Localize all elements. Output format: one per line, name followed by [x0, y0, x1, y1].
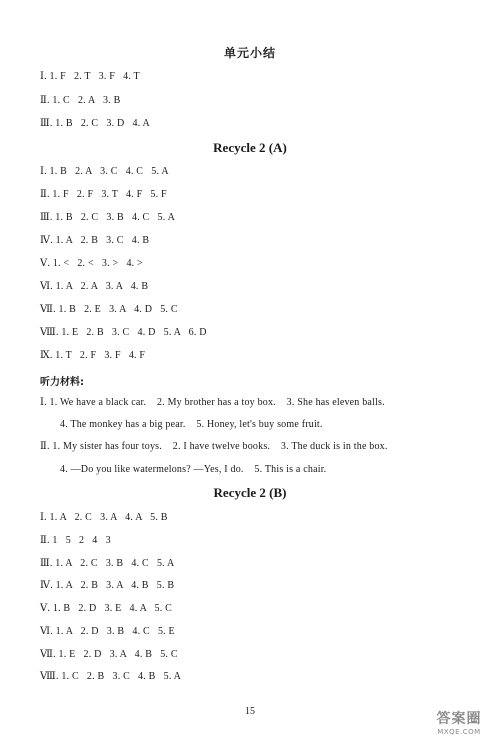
recycle-2a-line-3: Ⅲ. 1. B 2. C 3. B 4. C 5. A	[40, 212, 175, 223]
summary-line-2: Ⅱ. 1. C 2. A 3. B	[40, 95, 121, 106]
listening-line-2: 4. The monkey has a big pear. 5. Honey, let's buy some fruit.	[60, 419, 323, 430]
summary-line-3: Ⅲ. 1. B 2. C 3. D 4. A	[40, 118, 150, 129]
recycle-2b-heading: Recycle 2 (B)	[213, 485, 287, 500]
watermark-logo-text: 答案圈	[436, 711, 482, 727]
recycle-2b-line-2: Ⅱ. 1 5 2 4 3	[40, 535, 111, 546]
recycle-2a-line-5: Ⅴ. 1. < 2. < 3. > 4. >	[40, 258, 143, 269]
summary-line-1: Ⅰ. 1. F 2. T 3. F 4. T	[40, 71, 140, 82]
recycle-2b-line-4: Ⅳ. 1. A 2. B 3. A 4. B 5. B	[40, 580, 175, 591]
page-title: 单元小结	[223, 46, 276, 60]
recycle-2a-line-4: Ⅳ. 1. A 2. B 3. C 4. B	[40, 235, 150, 246]
watermark-url: MXQE.COM	[437, 728, 481, 736]
listening-line-3: Ⅱ. 1. My sister has four toys. 2. I have twelve books. 3. The duck is in the box.	[40, 441, 388, 452]
recycle-2b-line-5: Ⅴ. 1. B 2. D 3. E 4. A 5. C	[40, 603, 173, 614]
listening-material-label: 听力材料:	[40, 377, 84, 388]
page-number: 15	[245, 706, 255, 717]
recycle-2a-line-9: Ⅸ. 1. T 2. F 3. F 4. F	[40, 350, 146, 361]
recycle-2b-line-8: Ⅷ. 1. C 2. B 3. C 4. B 5. A	[40, 671, 182, 682]
recycle-2a-heading: Recycle 2 (A)	[213, 140, 287, 155]
recycle-2a-line-8: Ⅷ. 1. E 2. B 3. C 4. D 5. A 6. D	[40, 327, 207, 338]
recycle-2b-line-7: Ⅶ. 1. E 2. D 3. A 4. B 5. C	[40, 649, 178, 660]
recycle-2a-line-7: Ⅶ. 1. B 2. E 3. A 4. D 5. C	[40, 304, 178, 315]
listening-line-1: Ⅰ. 1. We have a black car. 2. My brother has a toy box. 3. She has eleven balls.	[40, 397, 385, 408]
recycle-2a-line-6: Ⅵ. 1. A 2. A 3. A 4. B	[40, 281, 149, 292]
listening-line-4: 4. —Do you like watermelons? —Yes, I do. 5. This is a chair.	[60, 464, 327, 475]
recycle-2b-line-3: Ⅲ. 1. A 2. C 3. B 4. C 5. A	[40, 558, 175, 569]
site-watermark	[424, 708, 494, 742]
recycle-2b-line-6: Ⅵ. 1. A 2. D 3. B 4. C 5. E	[40, 626, 175, 637]
recycle-2a-line-2: Ⅱ. 1. F 2. F 3. T 4. F 5. F	[40, 189, 167, 200]
recycle-2a-line-1: Ⅰ. 1. B 2. A 3. C 4. C 5. A	[40, 166, 169, 177]
recycle-2b-line-1: Ⅰ. 1. A 2. C 3. A 4. A 5. B	[40, 512, 168, 523]
